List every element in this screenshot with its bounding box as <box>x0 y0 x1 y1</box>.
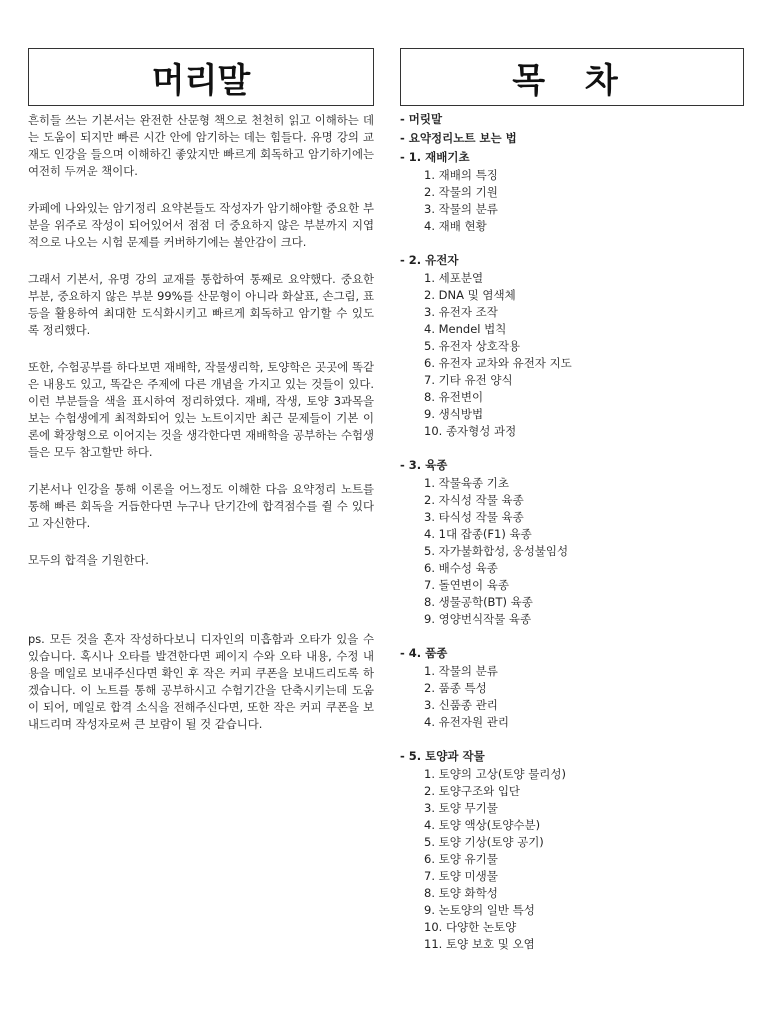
toc-item: 1. 재배의 특징 <box>424 168 498 182</box>
toc-item: 6. 배수성 육종 <box>424 561 498 575</box>
toc-item: 5. 자가불화합성, 웅성불임성 <box>424 544 569 558</box>
preface-column <box>28 48 374 753</box>
toc-item: 11. 토양 보호 및 오염 <box>424 937 535 951</box>
toc-section <box>400 747 744 953</box>
preface-paragraph: 흔히들 쓰는 기본서는 완전한 산문형 책으로 천천히 읽고 이해하는 데는 도움이 되지만 빠른 시간 안에 암기하는 데는 힘들다. 유명 강의 교재도 인강을 들으며 이해하긴 좋았지만 빠르게 회독하고 암기하기에는 여전히 두꺼운 책이다. <box>28 113 374 178</box>
preface-paragraph: 기본서나 인강을 통해 이론을 어느정도 이해한 다음 요약정리 노트를 통해 빠른 회독을 거듭한다면 누구나 단기간에 합격점수를 쥘 수 있다고 자신한다. <box>28 482 374 530</box>
toc-item: 10. 다양한 논토양 <box>424 920 517 934</box>
toc-item: 2. 품종 특성 <box>424 681 487 695</box>
toc-section <box>400 456 744 628</box>
toc-section-items <box>424 475 744 628</box>
toc-item: 8. 토양 화학성 <box>424 886 498 900</box>
toc-item: 3. 작물의 분류 <box>424 202 498 216</box>
toc-item: 4. 토양 액상(토양수분) <box>424 818 541 832</box>
toc-item: 6. 토양 유기물 <box>424 852 498 866</box>
toc-title: 목 차 <box>512 60 632 101</box>
preface-body <box>28 112 374 733</box>
toc-item: 3. 타식성 작물 육종 <box>424 510 524 524</box>
toc-item: 7. 기타 유전 양식 <box>424 373 513 387</box>
preface-paragraph: 그래서 기본서, 유명 강의 교재를 통합하여 통째로 요약했다. 중요한 부분, 중요하지 않은 부분 99%를 산문형이 아니라 화살표, 손그림, 표 등을 활용하여 최대한 도식화시키고 빠르게 회독하고 암기할 수 있도록 정리했다. <box>28 272 374 337</box>
toc-section-heading: - 5. 토양과 작물 <box>400 749 485 763</box>
toc-top-item: - 요약정리노트 보는 법 <box>400 131 517 145</box>
toc-item: 7. 토양 미생물 <box>424 869 498 883</box>
toc-item: 2. 작물의 기원 <box>424 185 498 199</box>
preface-title-box <box>28 48 374 106</box>
toc-item: 6. 유전자 교차와 유전자 지도 <box>424 356 572 370</box>
toc-section <box>400 148 744 235</box>
toc-item: 2. 토양구조와 입단 <box>424 784 521 798</box>
toc-item: 1. 작물육종 기초 <box>424 476 509 490</box>
toc-item: 3. 유전자 조작 <box>424 305 498 319</box>
toc-section-heading: - 1. 재배기초 <box>400 150 470 164</box>
toc-item: 1. 작물의 분류 <box>424 664 498 678</box>
toc-item: 4. 유전자원 관리 <box>424 715 509 729</box>
toc-section-items <box>424 663 744 731</box>
toc-section-heading: - 4. 품종 <box>400 646 448 660</box>
toc-section-items <box>424 270 744 440</box>
toc-item: 9. 생식방법 <box>424 407 484 421</box>
toc-item: 9. 영양번식작물 육종 <box>424 612 532 626</box>
toc-top-item: - 머릿말 <box>400 112 443 126</box>
toc-item: 4. 1대 잡종(F1) 육종 <box>424 527 532 541</box>
toc-item: 5. 토양 기상(토양 공기) <box>424 835 544 849</box>
preface-paragraph: 모두의 합격을 기원한다. <box>28 553 149 567</box>
preface-paragraph: 또한, 수험공부를 하다보면 재배학, 작물생리학, 토양학은 곳곳에 똑같은 내용도 있고, 똑같은 주제에 다른 개념을 가지고 있는 것들이 있다. 이런 부분들을 색을 표시하여 정리하였다. 재배, 작생, 토양 3과목을 보는 수험생에게 최적화되어 있는 노트이지만 최근 문제들이 기본 이론에 확장형으로 이어지는 것을 생각한다면 재배학을 공부하는 수험생들은 모두 참고할만 하다. <box>28 360 374 459</box>
toc-section <box>400 251 744 440</box>
toc-item: 3. 토양 무기물 <box>424 801 498 815</box>
toc-item: 2. 자식성 작물 육종 <box>424 493 524 507</box>
preface-paragraph: 카페에 나와있는 암기정리 요약본들도 작성자가 암기해야할 중요한 부분을 위주로 작성이 되어있어서 점점 더 중요하지 않은 부분까지 지엽적으로 나오는 시험 문제를 커버하기에는 불안감이 크다. <box>28 201 374 249</box>
toc-item: 8. 유전변이 <box>424 390 484 404</box>
toc-item: 9. 논토양의 일반 특성 <box>424 903 535 917</box>
table-of-contents <box>400 110 744 953</box>
toc-item: 1. 토양의 고상(토양 물리성) <box>424 767 567 781</box>
toc-item: 1. 세포분열 <box>424 271 484 285</box>
toc-section-heading: - 2. 유전자 <box>400 253 459 267</box>
toc-column <box>400 48 744 953</box>
toc-item: 4. 재배 현황 <box>424 219 487 233</box>
preface-ps: ps. 모든 것을 혼자 작성하다보니 디자인의 미흡함과 오타가 있을 수 있습니다. 혹시나 오타를 발견한다면 페이지 수와 오타 내용, 수정 내용을 메일로 보내주신다면 확인 후 작은 커피 쿠폰을 보내드리도록 하겠습니다. 이 노트를 통해 공부하시고 수험기간을 단축시키는데 도움이 되어, 메일로 합격 소식을 전해주신다면, 또한 작은 커피 쿠폰을 보내드리며 작성자로써 큰 보람이 될 것 같습니다. <box>28 632 374 731</box>
toc-top-list <box>400 110 744 148</box>
toc-section-items <box>424 167 744 235</box>
toc-item: 7. 돌연변이 육종 <box>424 578 509 592</box>
toc-item: 10. 종자형성 과정 <box>424 424 517 438</box>
toc-item: 4. Mendel 법칙 <box>424 322 507 336</box>
toc-section-items <box>424 766 744 953</box>
preface-title: 머리말 <box>151 60 251 101</box>
toc-item: 5. 유전자 상호작용 <box>424 339 521 353</box>
toc-title-box <box>400 48 744 106</box>
toc-section <box>400 644 744 731</box>
toc-item: 2. DNA 및 염색체 <box>424 288 516 302</box>
toc-section-heading: - 3. 육종 <box>400 458 448 472</box>
toc-item: 8. 생물공학(BT) 육종 <box>424 595 533 609</box>
toc-item: 3. 신품종 관리 <box>424 698 498 712</box>
